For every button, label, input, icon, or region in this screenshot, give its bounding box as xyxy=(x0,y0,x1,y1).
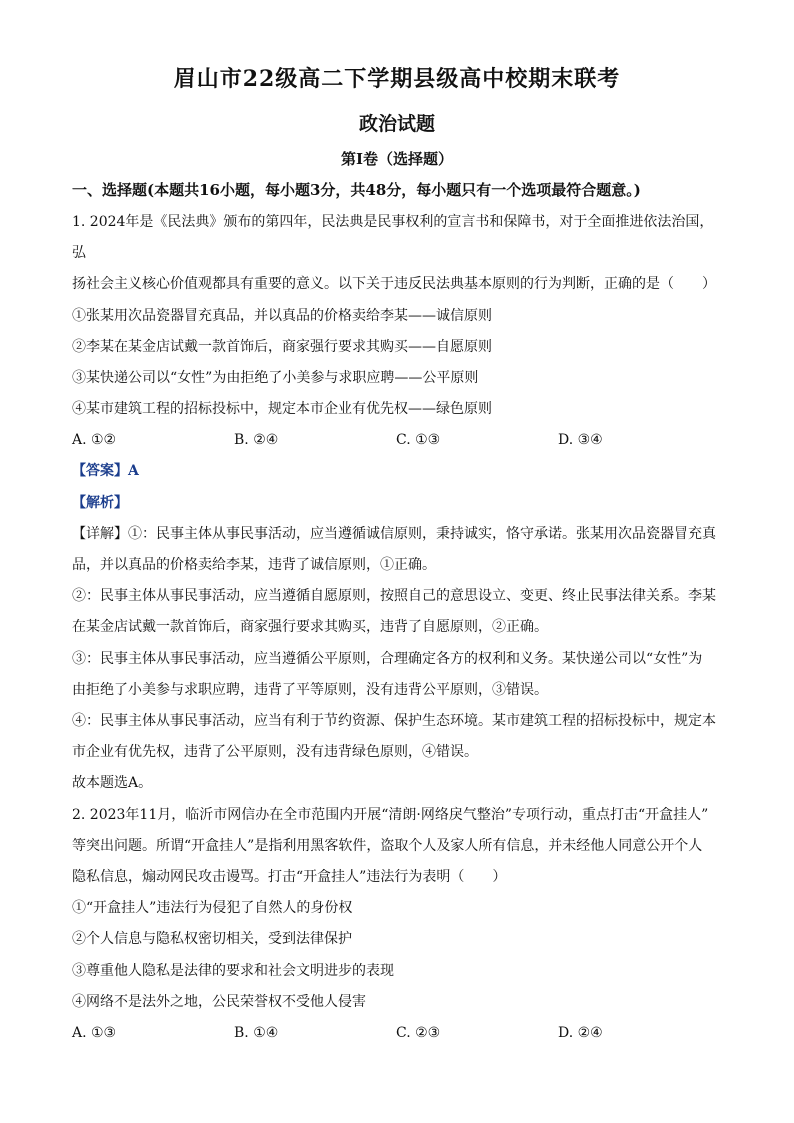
question-stem: 等突出问题。所谓“开盒挂人”是指利用黑客软件，盗取个人及家人所有信息，并未经他人同意公开个人 xyxy=(72,837,703,854)
option-d: D. ②④ xyxy=(558,1025,603,1042)
statement-item: ①张某用次品瓷器冒充真品，并以真品的价格卖给李某——诚信原则 xyxy=(72,307,492,324)
option-d: D. ③④ xyxy=(558,432,603,449)
analysis-line: ④：民事主体从事民事活动，应当有利于节约资源、保护生态环境。某市建筑工程的招标投标中，规定本 xyxy=(72,713,716,730)
analysis-line: 市企业有优先权，违背了公平原则，没有违背绿色原则，④错误。 xyxy=(72,744,478,761)
option-a: A. ①③ xyxy=(72,1025,117,1042)
analysis-conclusion: 故本题选A。 xyxy=(72,775,153,792)
statement-item: ②个人信息与隐私权密切相关，受到法律保护 xyxy=(72,931,352,948)
statement-item: ①“开盒挂人”违法行为侵犯了自然人的身份权 xyxy=(72,900,353,917)
analysis-line: ③：民事主体从事民事活动，应当遵循公平原则，合理确定各方的权利和义务。某快递公司以“女性”为 xyxy=(72,650,703,667)
exam-page xyxy=(72,62,722,1049)
section-heading: 一、选择题(本题共16小题，每小题3分，共48分，每小题只有一个选项最符合题意。) xyxy=(72,181,641,199)
analysis-line: 由拒绝了小美参与求职应聘，违背了平等原则，没有违背公平原则，③错误。 xyxy=(72,681,548,698)
option-b: B. ②④ xyxy=(234,432,279,449)
exam-title: 眉山市22级高二下学期县级高中校期末联考 xyxy=(173,66,621,92)
statement-item: ④网络不是法外之地，公民荣誉权不受他人侵害 xyxy=(72,993,366,1010)
statement-item: ③某快递公司以“女性”为由拒绝了小美参与求职应聘——公平原则 xyxy=(72,370,479,387)
statement-item: ③尊重他人隐私是法律的要求和社会文明进步的表现 xyxy=(72,962,394,979)
analysis-line: ②：民事主体从事民事活动，应当遵循自愿原则，按照自己的意思设立、变更、终止民事法律关系。李某 xyxy=(72,588,716,605)
option-a: A. ①② xyxy=(72,432,117,449)
question-1 xyxy=(72,207,722,800)
analysis-line: 【详解】①：民事主体从事民事活动，应当遵循诚信原则，秉持诚实，恪守承诺。张某用次品瓷器冒充真 xyxy=(72,525,716,542)
exam-subject: 政治试题 xyxy=(358,113,435,135)
question-stem: 隐私信息，煽动网民攻击谩骂。打击“开盒挂人”违法行为表明（ ） xyxy=(72,869,507,886)
statement-item: ②李某在某金店试戴一款首饰后，商家强行要求其购买——自愿原则 xyxy=(72,338,492,355)
question-stem: 2. 2023年11月，临沂市网信办在全市范围内开展“清朗·网络戾气整治”专项行动，重点打击“开盒挂人” xyxy=(72,806,709,823)
option-c: C. ②③ xyxy=(396,1025,441,1042)
analysis-line: 品，并以真品的价格卖给李某，违背了诚信原则，①正确。 xyxy=(72,557,436,574)
question-stem: 1. 2024年是《民法典》颁布的第四年，民法典是民事权利的宣言书和保障书，对于全面推进依法治国，弘 xyxy=(72,214,714,262)
statement-item: ④某市建筑工程的招标投标中，规定本市企业有优先权——绿色原则 xyxy=(72,401,492,418)
option-b: B. ①④ xyxy=(234,1025,279,1042)
answer-tag: 【答案】A xyxy=(72,463,139,480)
answer-options xyxy=(72,1018,722,1049)
question-2 xyxy=(72,800,722,1049)
answer-options xyxy=(72,425,722,456)
question-stem: 扬社会主义核心价值观都具有重要的意义。以下关于违反民法典基本原则的行为判断，正确的是（ ） xyxy=(72,276,716,293)
option-c: C. ①③ xyxy=(396,432,441,449)
analysis-tag: 【解析】 xyxy=(72,494,128,511)
volume-heading: 第Ⅰ卷（选择题） xyxy=(340,150,454,168)
analysis-line: 在某金店试戴一款首饰后，商家强行要求其购买，违背了自愿原则，②正确。 xyxy=(72,619,548,636)
